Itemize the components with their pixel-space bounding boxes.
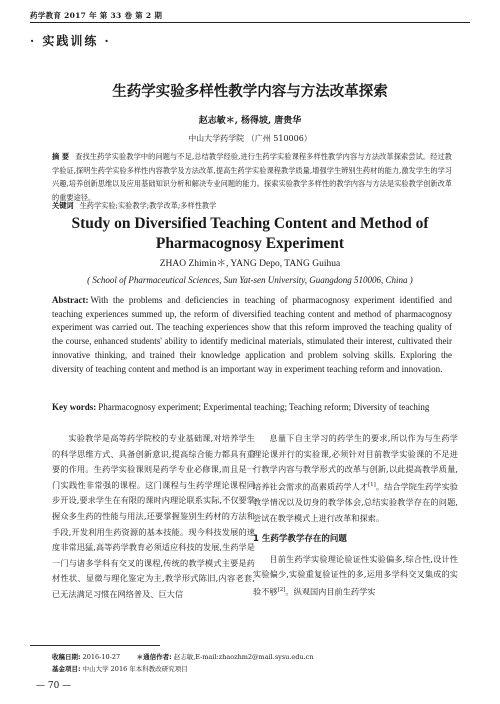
english-title [0,214,500,254]
english-keywords-text: Pharmacognosy experiment; Experimental teaching; Teaching reform; Diversity of teaching [98,402,430,412]
corresponding-label: ＊通信作者: [136,653,172,661]
body-left-column [52,431,255,603]
column-tag: · 实践训练 · [30,34,111,48]
fund-label: 基金项目: [52,665,81,673]
chinese-affiliation: 中山大学药学院 （广州 510006） [188,134,312,143]
body-paragraph: 实验教学是高等药学院校的专业基础课,对培养学生的科学思维方式、具备创新意识,提高综合能力都具有重要的作用。生药学实验课则是药学专业必修课,而且是一门实践性非常强的课程。这门课程与生药学理论课程同步开设,要求学生在有限的课时内理论联系实际,不仅要掌握众多生药的性能与用法,还要掌握鉴别生药材的方法和手段,开发利用生药资源的基本技能。现今科技发展的速度非常迅猛,高等药学教育必须适应科技的发展,生药学是一门与诸多学科有交叉的课程,传统的教学模式主要是药材性状、显微与理化鉴定为主,教学形式陈旧,内容老套,已无法满足习惯在网络普及、巨大信 [52,433,255,599]
english-abstract [52,294,452,376]
body-right-column [253,431,458,600]
citation-ref: [1] [368,481,376,488]
section-heading: 1 生药学教学存在的问题 [253,534,347,545]
chinese-keywords-label: 关键词 [52,201,74,210]
journal-header: 药学教育 2017 年 第 33 卷 第 2 期 [30,11,163,20]
chinese-keywords-text: 生药学实验;实验教学;教学改革;多样性教学 [79,201,217,210]
chinese-abstract [52,150,452,204]
chinese-title: 生药学实验多样性教学内容与方法改革探索 [112,84,388,100]
chinese-abstract-label: 摘 要 [52,152,70,161]
paragraph-text: 。结合学院生药学实验教学情况以及切身的教学体会,总结实验教学存在的问题,尝试在教学模式上进行改革和探索。 [253,481,458,523]
chinese-abstract-text: 查找生药学实验教学中的问题与不足,总结教学经验,进行生药学实验课程多样性教学内容与方法改革探索尝试。经过教学验证,探明生药学实验多样性内容教学及方法改革,提高生药学实验课程教学质量,增强学生辨别生药材的能力,激发学生的学习兴趣,培养创新思维以及应用基础知识分析和解决专业问题的能力。探索实验教学多样性的教学内容与方法是实验教学创新改革的重要途径。 [52,152,452,202]
header-rule [30,22,470,23]
english-affiliation: ( School of Pharmaceutical Sciences, Sun Yat-sen University, Guangdong 510006, China ) [87,275,413,285]
footnote-received [52,652,314,661]
english-authors: ZHAO Zhimin＊, YANG Depo, TANG Guihua [159,259,341,269]
english-keywords-label: Key words: [52,402,97,412]
chinese-keywords [52,201,452,211]
english-keywords [52,402,452,412]
english-title-line-2: Pharmacognosy Experiment [155,235,345,252]
fund-text: 中山大学 2016 年本科教改研究项目 [82,665,188,673]
footnote-rule [30,645,160,646]
body-paragraph [253,431,458,526]
english-title-line-1: Study on Diversified Teaching Content and Method of [71,215,429,232]
paragraph-text: 目前生药学实验理论验证性实验偏多,综合性,设计性实验偏少,实验重复验证性的多,运用多学科交叉集成的实验不够 [253,553,458,597]
page-number: — 70 — [36,681,72,691]
body-paragraph [253,552,458,601]
citation-ref: [2] [277,587,286,594]
english-abstract-text: With the problems and deficiencies in teaching of pharmacognosy experiment identified and teaching experiences summed up, the reform of diversified teaching content and method of pharmacognosy experiment was carried out. The teaching experiences show that this reform improved the teaching quality of the course, enhanced students' ability to identify medicinal materials, stimulated their interest, cultivated their innovative thinking, and trained their knowledge application and problem solving skills. Exploring the diversity of teaching content and method is an important way in experiment teaching reform and innovation. [52,295,452,374]
paragraph-text: 息量下自主学习的药学生的要求,所以作为与生药学理论课并行的实验课,必须针对目前教学实验课的不足进行教学内容与教学形式的改革与创新,以此提高教学质量,培养社会需求的高素质药学人才 [253,433,458,492]
footnote-fund [52,664,188,673]
english-abstract-label: Abstract: [52,295,89,305]
chinese-authors: 赵志敏＊, 杨得坡, 唐贵华 [198,116,302,126]
received-label: 收稿日期: [52,653,81,661]
corresponding-author: 赵志敏,E-mail:zhaozhm2@mail.sysu.edu.cn [173,653,314,661]
paragraph-text: 。纵观国内目前生药学实 [285,586,376,597]
received-date: 2016-10-27 [82,653,121,661]
